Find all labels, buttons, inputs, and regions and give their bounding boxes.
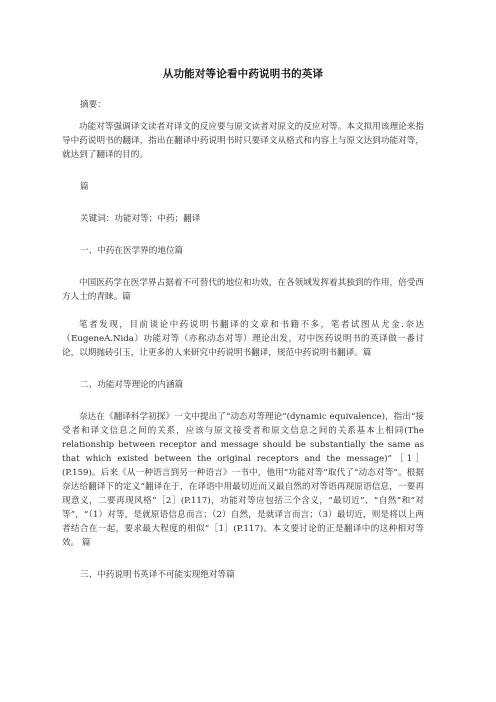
heading-2: 二、功能对等理论的内涵篇 [80,380,184,390]
abstract-label: 摘要： [80,100,106,110]
heading-1: 一、中药在医学界的地位篇 [80,246,184,256]
keywords: 关键词：功能对等；中药；翻译 [80,214,201,224]
paragraph-3: 奈达在《翻译科学初探》一文中提出了“动态对等理论”(dynamic equivalence)，指出“接受者和译文信息之间的关系，应该与原文接受者和原文信息之间的关系基本上相同(The relationship between receptor and message should be substantially the same as that which existed between the original receptors and the message)”［1］(P.159)。后来《从一种语言到另一种语言》一书中，他用“功能对等”取代了“动态对等”。根据奈达给翻译下的定义“翻译在于，在译语中用最切近而又最自然的对等语再现原语信息，一要再现意义，二要再现风格”［2］(P.117)，功能对等应包括三个含义，“最切近”、“自然”和“对等”，“（1）对等，是就原语信息而言；（2）自然，是就译言而言；（3）最切近，则是将以上两者结合在一起，要求最大程度的相似”［1］(P.117)。本文要讨论的正是翻译中的这种相对等效。 篇 [62,412,424,548]
paragraph-1: 中国医药学在医学界占据着不可替代的地位和功效，在各领域发挥着其独到的作用，倍受西方人士的青睐。篇 [62,278,424,302]
section-mark: 篇 [80,182,89,192]
paragraph-2: 笔者发现，目前谈论中药说明书翻译的文章和书籍不多，笔者试图从尤金.奈达（EugeneA.Nida）功能对等（亦称动态对等）理论出发，对中医药说明书的英译做一番讨论，以期抛砖引玉，让更多的人来研究中药说明书翻译，规范中药说明书翻译。篇 [62,320,424,358]
abstract-text: 功能对等强调译文读者对译文的反应要与原文读者对原文的反应对等。本文拟用该理论来指导中药说明书的翻译，指出在翻译中药说明书时只要译文从格式和内容上与原文达到功能对等，就达到了翻译的目的。 [62,122,424,160]
page-title: 从功能对等论看中药说明书的英译 [162,68,324,80]
heading-3: 三、中药说明书英译不可能实现绝对等篇 [80,570,235,580]
